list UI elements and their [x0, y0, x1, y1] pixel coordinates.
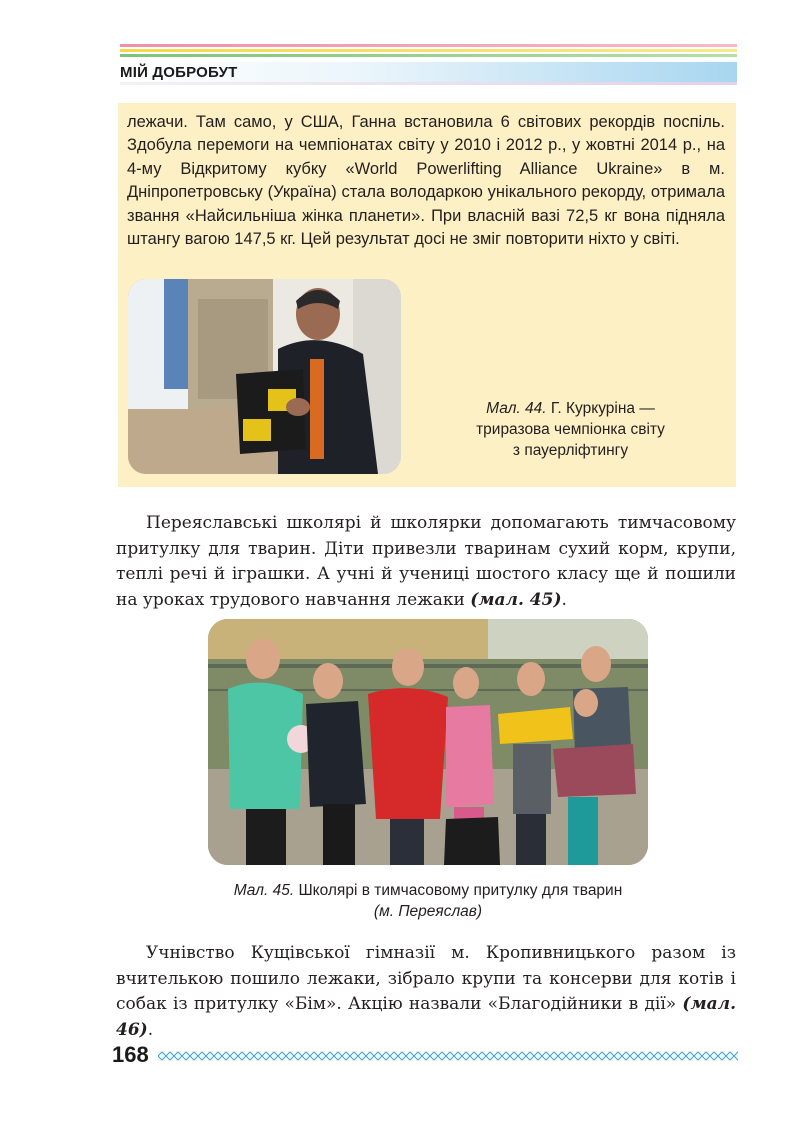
footer-ornament — [158, 1050, 738, 1062]
figure-44-caption-line1: Г. Куркуріна — — [546, 400, 655, 417]
photo-kurkurina-illustration — [128, 279, 401, 474]
section-title: МІЙ ДОБРОБУТ — [120, 64, 238, 81]
photo-kurkurina — [128, 279, 401, 474]
paragraph-pereiaslav — [116, 511, 736, 613]
stripe-yellow — [120, 49, 737, 52]
figure-44-caption-line3: з пауерліфтингу — [512, 442, 629, 459]
paragraph-kushchivska — [116, 941, 736, 1043]
paragraph-kushchivska-end: . — [147, 1019, 154, 1040]
paragraph-pereiaslav-ref: (мал. 45) — [470, 589, 562, 610]
stripe-green — [120, 54, 737, 57]
figure-45-caption — [118, 880, 738, 922]
story-box — [118, 103, 736, 487]
story-text: лежачи. Там само, у США, Ганна встановила 6 світових рекордів поспіль. Здобула перемоги на чемпіонатах світу у 2010 і 2012 р., у жовтні 2014 р., на 4-му Відкритому кубку «World Powerlifting Alliance Ukraine» в м. Дніпропетровську (Україна) стала володаркою унікального рекорду, отримала звання «Найсильніша жінка планети». При власній вазі 72,5 кг вона підняла штангу вагою 147,5 кг. Цей результат досі не зміг повторити ніхто у світі. — [127, 113, 725, 249]
photo-schoolchildren-illustration — [208, 619, 648, 865]
figure-44-caption — [428, 398, 713, 461]
stripe-lilac — [120, 82, 737, 85]
paragraph-pereiaslav-text: Переяславські школярі й школярки допомагають тимчасовому притулку для тварин. Діти привезли тваринам сухий корм, крупи, теплі речі й іграшки. А учні й учениці шостого класу ще й пошили на уроках трудового навчання лежаки — [116, 513, 736, 610]
paragraph-pereiaslav-end: . — [561, 589, 567, 610]
figure-45-caption-line1: Школярі в тимчасовому притулку для тварин — [294, 882, 623, 899]
page-number: 168 — [112, 1042, 149, 1067]
figure-44-caption-line2: триразова чемпіонка світу — [476, 421, 665, 438]
paragraph-kushchivska-ref: (мал. 46) — [116, 994, 736, 1040]
figure-45-caption-line2: (м. Переяслав) — [373, 903, 483, 920]
photo-schoolchildren — [208, 619, 648, 865]
figure-44-ref: Мал. 44. — [486, 400, 547, 417]
stripe-pink — [120, 44, 737, 47]
figure-45-ref: Мал. 45. — [233, 882, 295, 899]
paragraph-kushchivska-text: Учнівство Кущівської гімназії м. Кропивницького разом із вчителькою пошило лежаки, зібрало крупи та консерви для котів і собак із притулку «Бім». Акцію назвали «Благодійники в дії» — [116, 943, 736, 1014]
